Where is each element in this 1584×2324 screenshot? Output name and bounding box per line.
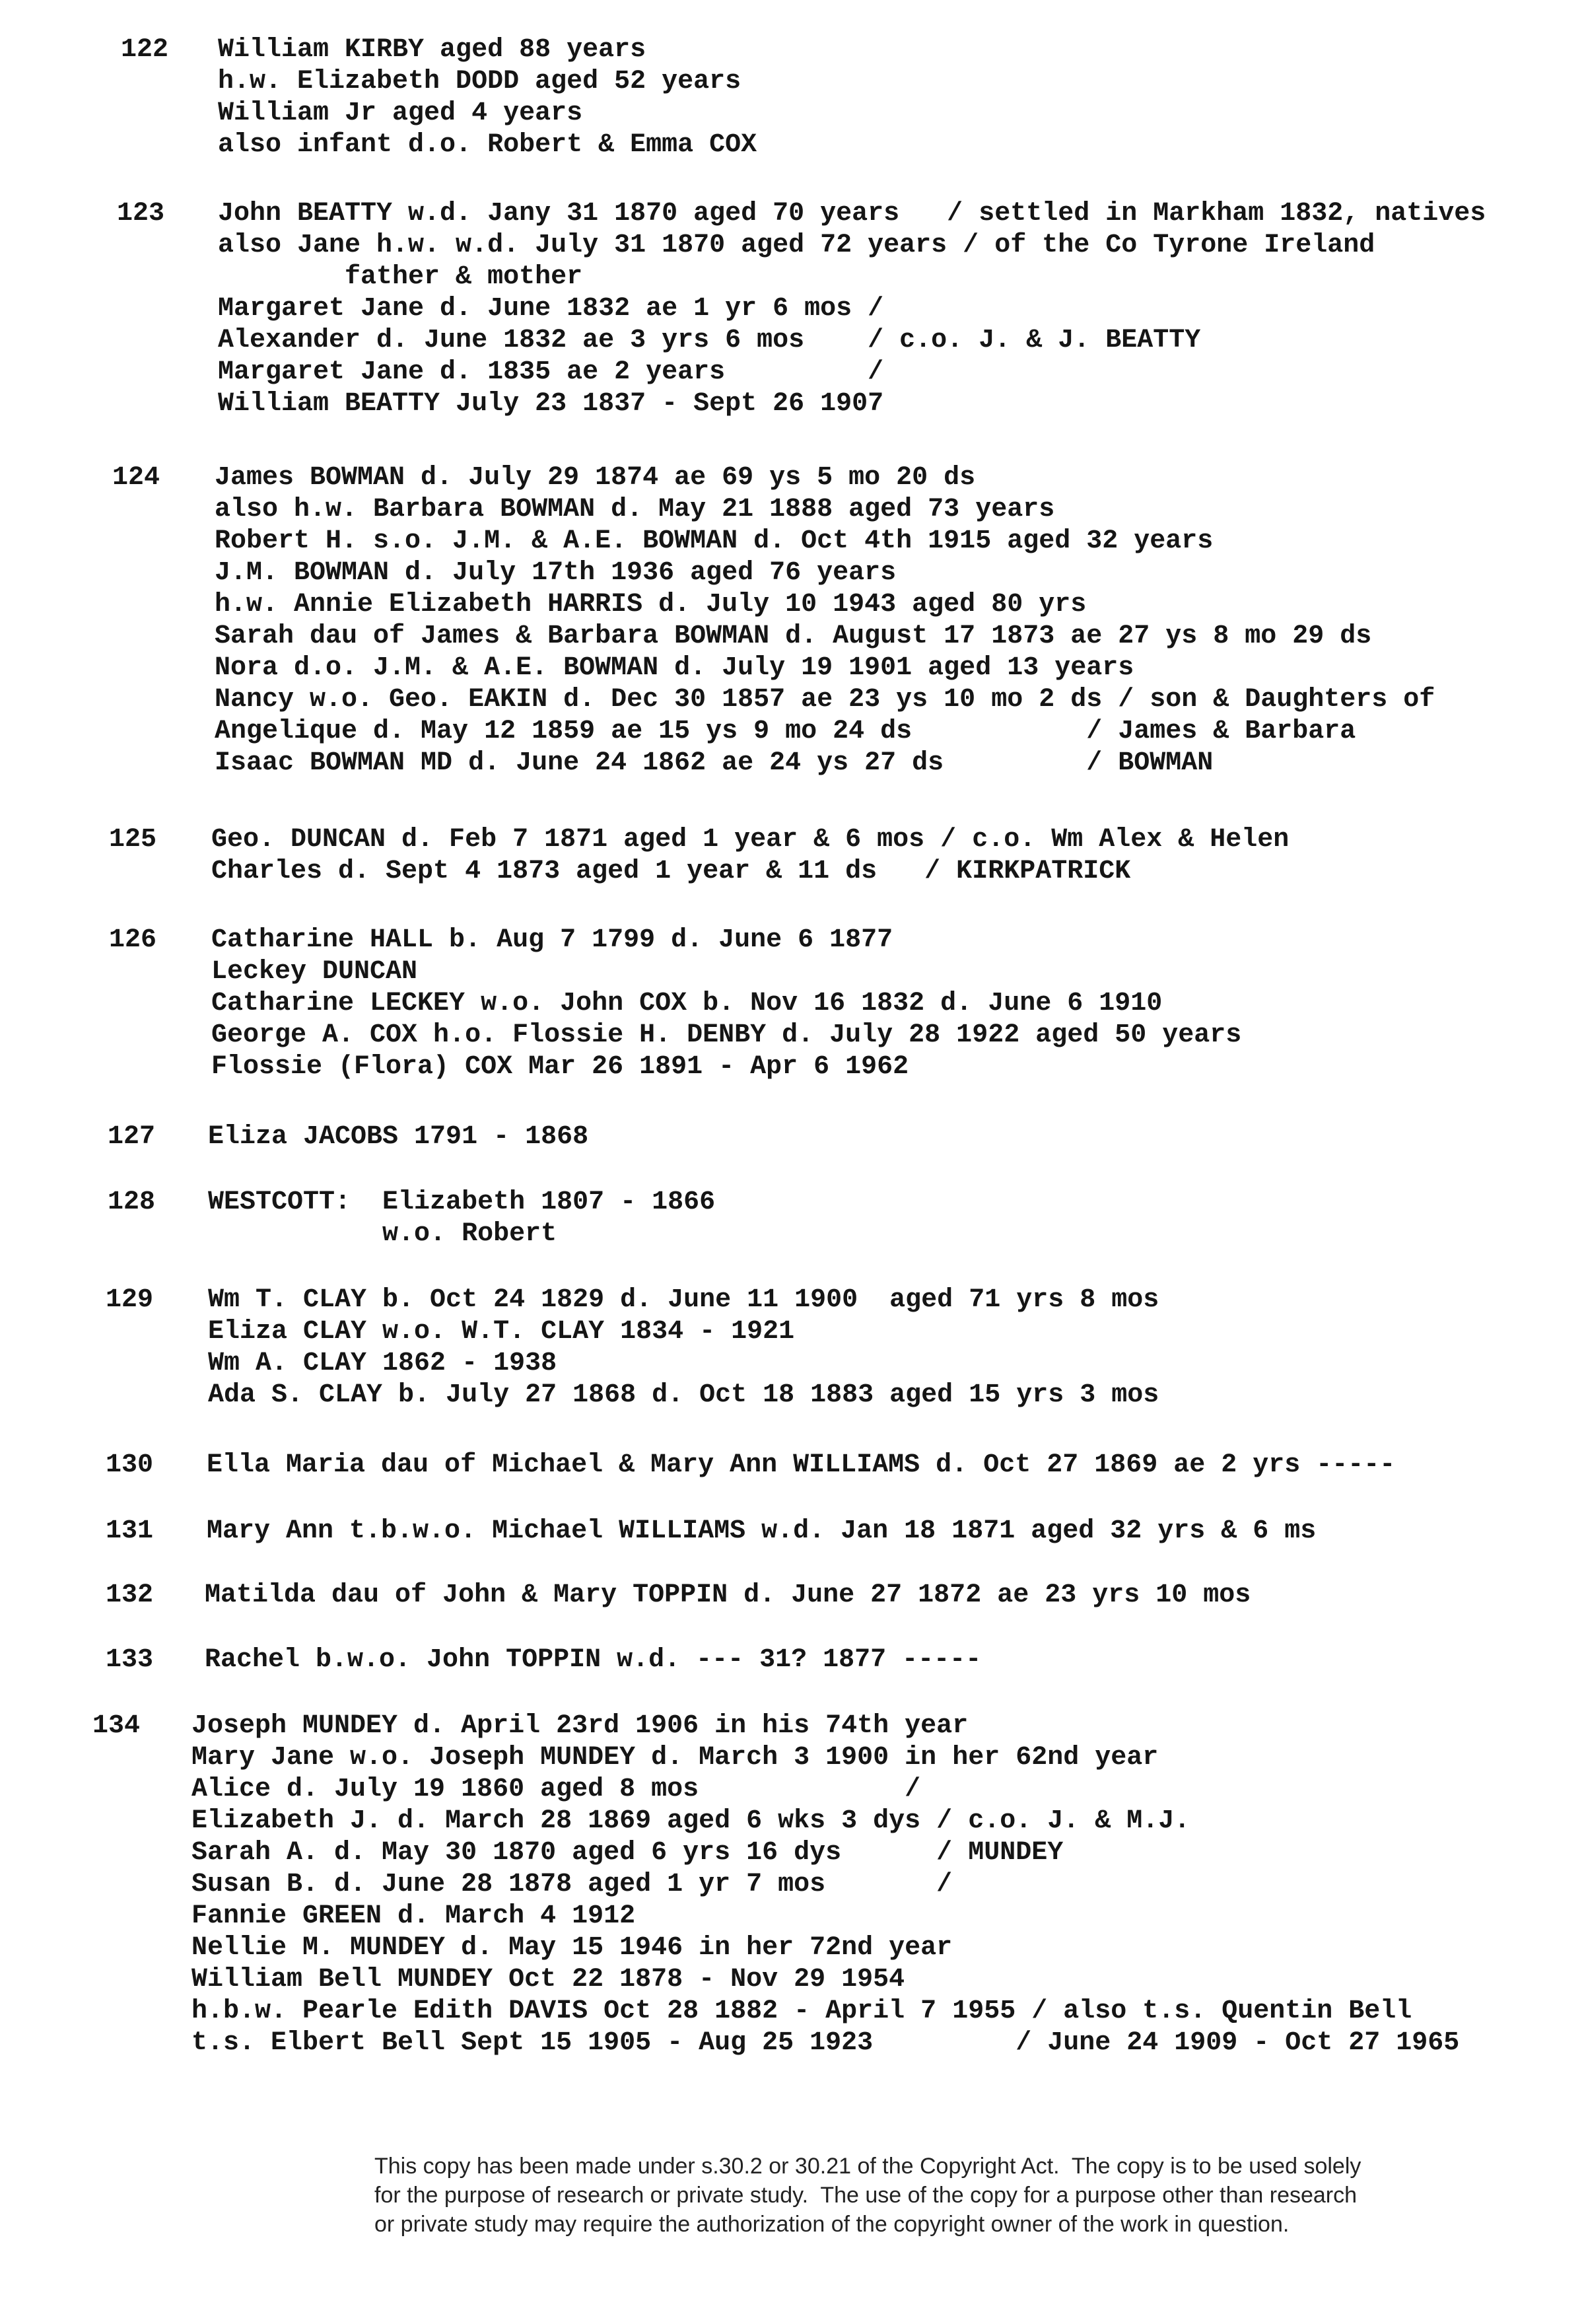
entry-line: h.b.w. Pearle Edith DAVIS Oct 28 1882 - April 7 1955 / also t.s. Quentin Bell — [191, 1996, 1412, 2026]
entry-line: Elizabeth J. d. March 28 1869 aged 6 wks 3 dys / c.o. J. & M.J. — [191, 1806, 1190, 1836]
entry-line: Isaac BOWMAN MD d. June 24 1862 ae 24 ys 27 ds / BOWMAN — [215, 748, 1214, 778]
entry-line: Charles d. Sept 4 1873 aged 1 year & 11 ds / KIRKPATRICK — [211, 857, 1131, 886]
entry-line: t.s. Elbert Bell Sept 15 1905 - Aug 25 1923 / June 24 1909 - Oct 27 1965 — [191, 2028, 1460, 2058]
entry-line: Mary Ann t.b.w.o. Michael WILLIAMS w.d. Jan 18 1871 aged 32 yrs & 6 ms — [207, 1516, 1317, 1546]
entry-line: Wm T. CLAY b. Oct 24 1829 d. June 11 1900 aged 71 yrs 8 mos — [208, 1285, 1159, 1315]
entry-line: George A. COX h.o. Flossie H. DENBY d. July 28 1922 aged 50 years — [211, 1020, 1242, 1050]
entry-number: 133 — [106, 1645, 154, 1675]
entry-line: Flossie (Flora) COX Mar 26 1891 - Apr 6 1962 — [211, 1052, 909, 1082]
entry-line: Angelique d. May 12 1859 ae 15 ys 9 mo 24 ds / James & Barbara — [215, 717, 1356, 746]
entry-line: also h.w. Barbara BOWMAN d. May 21 1888 aged 73 years — [215, 495, 1055, 524]
entry-line: Susan B. d. June 28 1878 aged 1 yr 7 mos / — [191, 1870, 953, 1899]
entry-number: 131 — [106, 1516, 154, 1546]
entry-line: Fannie GREEN d. March 4 1912 — [191, 1901, 636, 1931]
copyright-line: for the purpose of research or private study. The use of the copy for a purpose other than research — [374, 2183, 1358, 2208]
entry-number: 126 — [109, 925, 157, 955]
copyright-notice — [374, 2152, 1563, 2239]
entry-line: Ella Maria dau of Michael & Mary Ann WILLIAMS d. Oct 27 1869 ae 2 yrs ----- — [207, 1450, 1396, 1480]
entry-line: Alexander d. June 1832 ae 3 yrs 6 mos / c.o. J. & J. BEATTY — [218, 326, 1201, 355]
entry-line: Joseph MUNDEY d. April 23rd 1906 in his 74th year — [191, 1711, 969, 1741]
entry-line: Eliza JACOBS 1791 - 1868 — [208, 1122, 589, 1152]
entry-number: 134 — [92, 1711, 141, 1741]
entry-line: h.w. Annie Elizabeth HARRIS d. July 10 1943 aged 80 yrs — [215, 590, 1087, 619]
entry-line: Nellie M. MUNDEY d. May 15 1946 in her 72nd year — [191, 1933, 953, 1963]
entry-line: Nora d.o. J.M. & A.E. BOWMAN d. July 19 1901 aged 13 years — [215, 653, 1134, 683]
entry-line: Sarah A. d. May 30 1870 aged 6 yrs 16 dys / MUNDEY — [191, 1838, 1064, 1868]
entry-line: Ada S. CLAY b. July 27 1868 d. Oct 18 1883 aged 15 yrs 3 mos — [208, 1380, 1159, 1410]
entry-number: 127 — [108, 1122, 156, 1152]
entry-line: also infant d.o. Robert & Emma COX — [218, 130, 757, 160]
entry-line: Catharine LECKEY w.o. John COX b. Nov 16 1832 d. June 6 1910 — [211, 989, 1163, 1018]
entry-line: also Jane h.w. w.d. July 31 1870 aged 72 years / of the Co Tyrone Ireland — [218, 230, 1375, 260]
copyright-line: or private study may require the authorization of the copyright owner of the work in question. — [374, 2212, 1290, 2237]
entry-number: 124 — [112, 463, 160, 493]
entry-line: Nancy w.o. Geo. EAKIN d. Dec 30 1857 ae 23 ys 10 mo 2 ds / son & Daughters of — [215, 685, 1435, 715]
entry-number: 132 — [106, 1580, 154, 1610]
entry-line: Rachel b.w.o. John TOPPIN w.d. --- 31? 1877 ----- — [205, 1645, 982, 1675]
entry-line: Geo. DUNCAN d. Feb 7 1871 aged 1 year & 6 mos / c.o. Wm Alex & Helen — [211, 825, 1290, 855]
entry-line: John BEATTY w.d. Jany 31 1870 aged 70 years / settled in Markham 1832, natives — [218, 199, 1486, 229]
entry-line: father & mother — [218, 262, 583, 292]
entry-line: Catharine HALL b. Aug 7 1799 d. June 6 1877 — [211, 925, 893, 955]
entry-line: Margaret Jane d. 1835 ae 2 years / — [218, 357, 884, 387]
entry-line: J.M. BOWMAN d. July 17th 1936 aged 76 years — [215, 558, 897, 588]
entry-line: James BOWMAN d. July 29 1874 ae 69 ys 5 mo 20 ds — [215, 463, 976, 493]
entry-line: w.o. Robert — [208, 1219, 557, 1249]
entry-line: William KIRBY aged 88 years — [218, 35, 646, 65]
entry-line: Matilda dau of John & Mary TOPPIN d. June 27 1872 ae 23 yrs 10 mos — [205, 1580, 1251, 1610]
entry-line: Eliza CLAY w.o. W.T. CLAY 1834 - 1921 — [208, 1317, 795, 1347]
copyright-line: This copy has been made under s.30.2 or 30.21 of the Copyright Act. The copy is to be used solely — [374, 2154, 1361, 2179]
entry-line: WESTCOTT: Elizabeth 1807 - 1866 — [208, 1187, 716, 1217]
entry-line: Wm A. CLAY 1862 - 1938 — [208, 1349, 557, 1378]
entry-line: Sarah dau of James & Barbara BOWMAN d. August 17 1873 ae 27 ys 8 mo 29 ds — [215, 621, 1372, 651]
entry-line: Mary Jane w.o. Joseph MUNDEY d. March 3 1900 in her 62nd year — [191, 1743, 1159, 1773]
entry-line: William Bell MUNDEY Oct 22 1878 - Nov 29 1954 — [191, 1965, 905, 1994]
entry-line: William BEATTY July 23 1837 - Sept 26 1907 — [218, 389, 884, 419]
entry-line: Robert H. s.o. J.M. & A.E. BOWMAN d. Oct 4th 1915 aged 32 years — [215, 526, 1214, 556]
entry-number: 123 — [117, 199, 165, 229]
entry-number: 128 — [108, 1187, 156, 1217]
entry-line: Margaret Jane d. June 1832 ae 1 yr 6 mos / — [218, 294, 884, 324]
entry-line: Alice d. July 19 1860 aged 8 mos / — [191, 1775, 921, 1804]
entry-number: 130 — [106, 1450, 154, 1480]
entry-number: 122 — [121, 35, 169, 65]
entry-line: h.w. Elizabeth DODD aged 52 years — [218, 67, 741, 96]
entry-number: 125 — [109, 825, 157, 855]
entry-line: Leckey DUNCAN — [211, 957, 418, 987]
entry-line: William Jr aged 4 years — [218, 98, 583, 128]
entry-number: 129 — [106, 1285, 154, 1315]
